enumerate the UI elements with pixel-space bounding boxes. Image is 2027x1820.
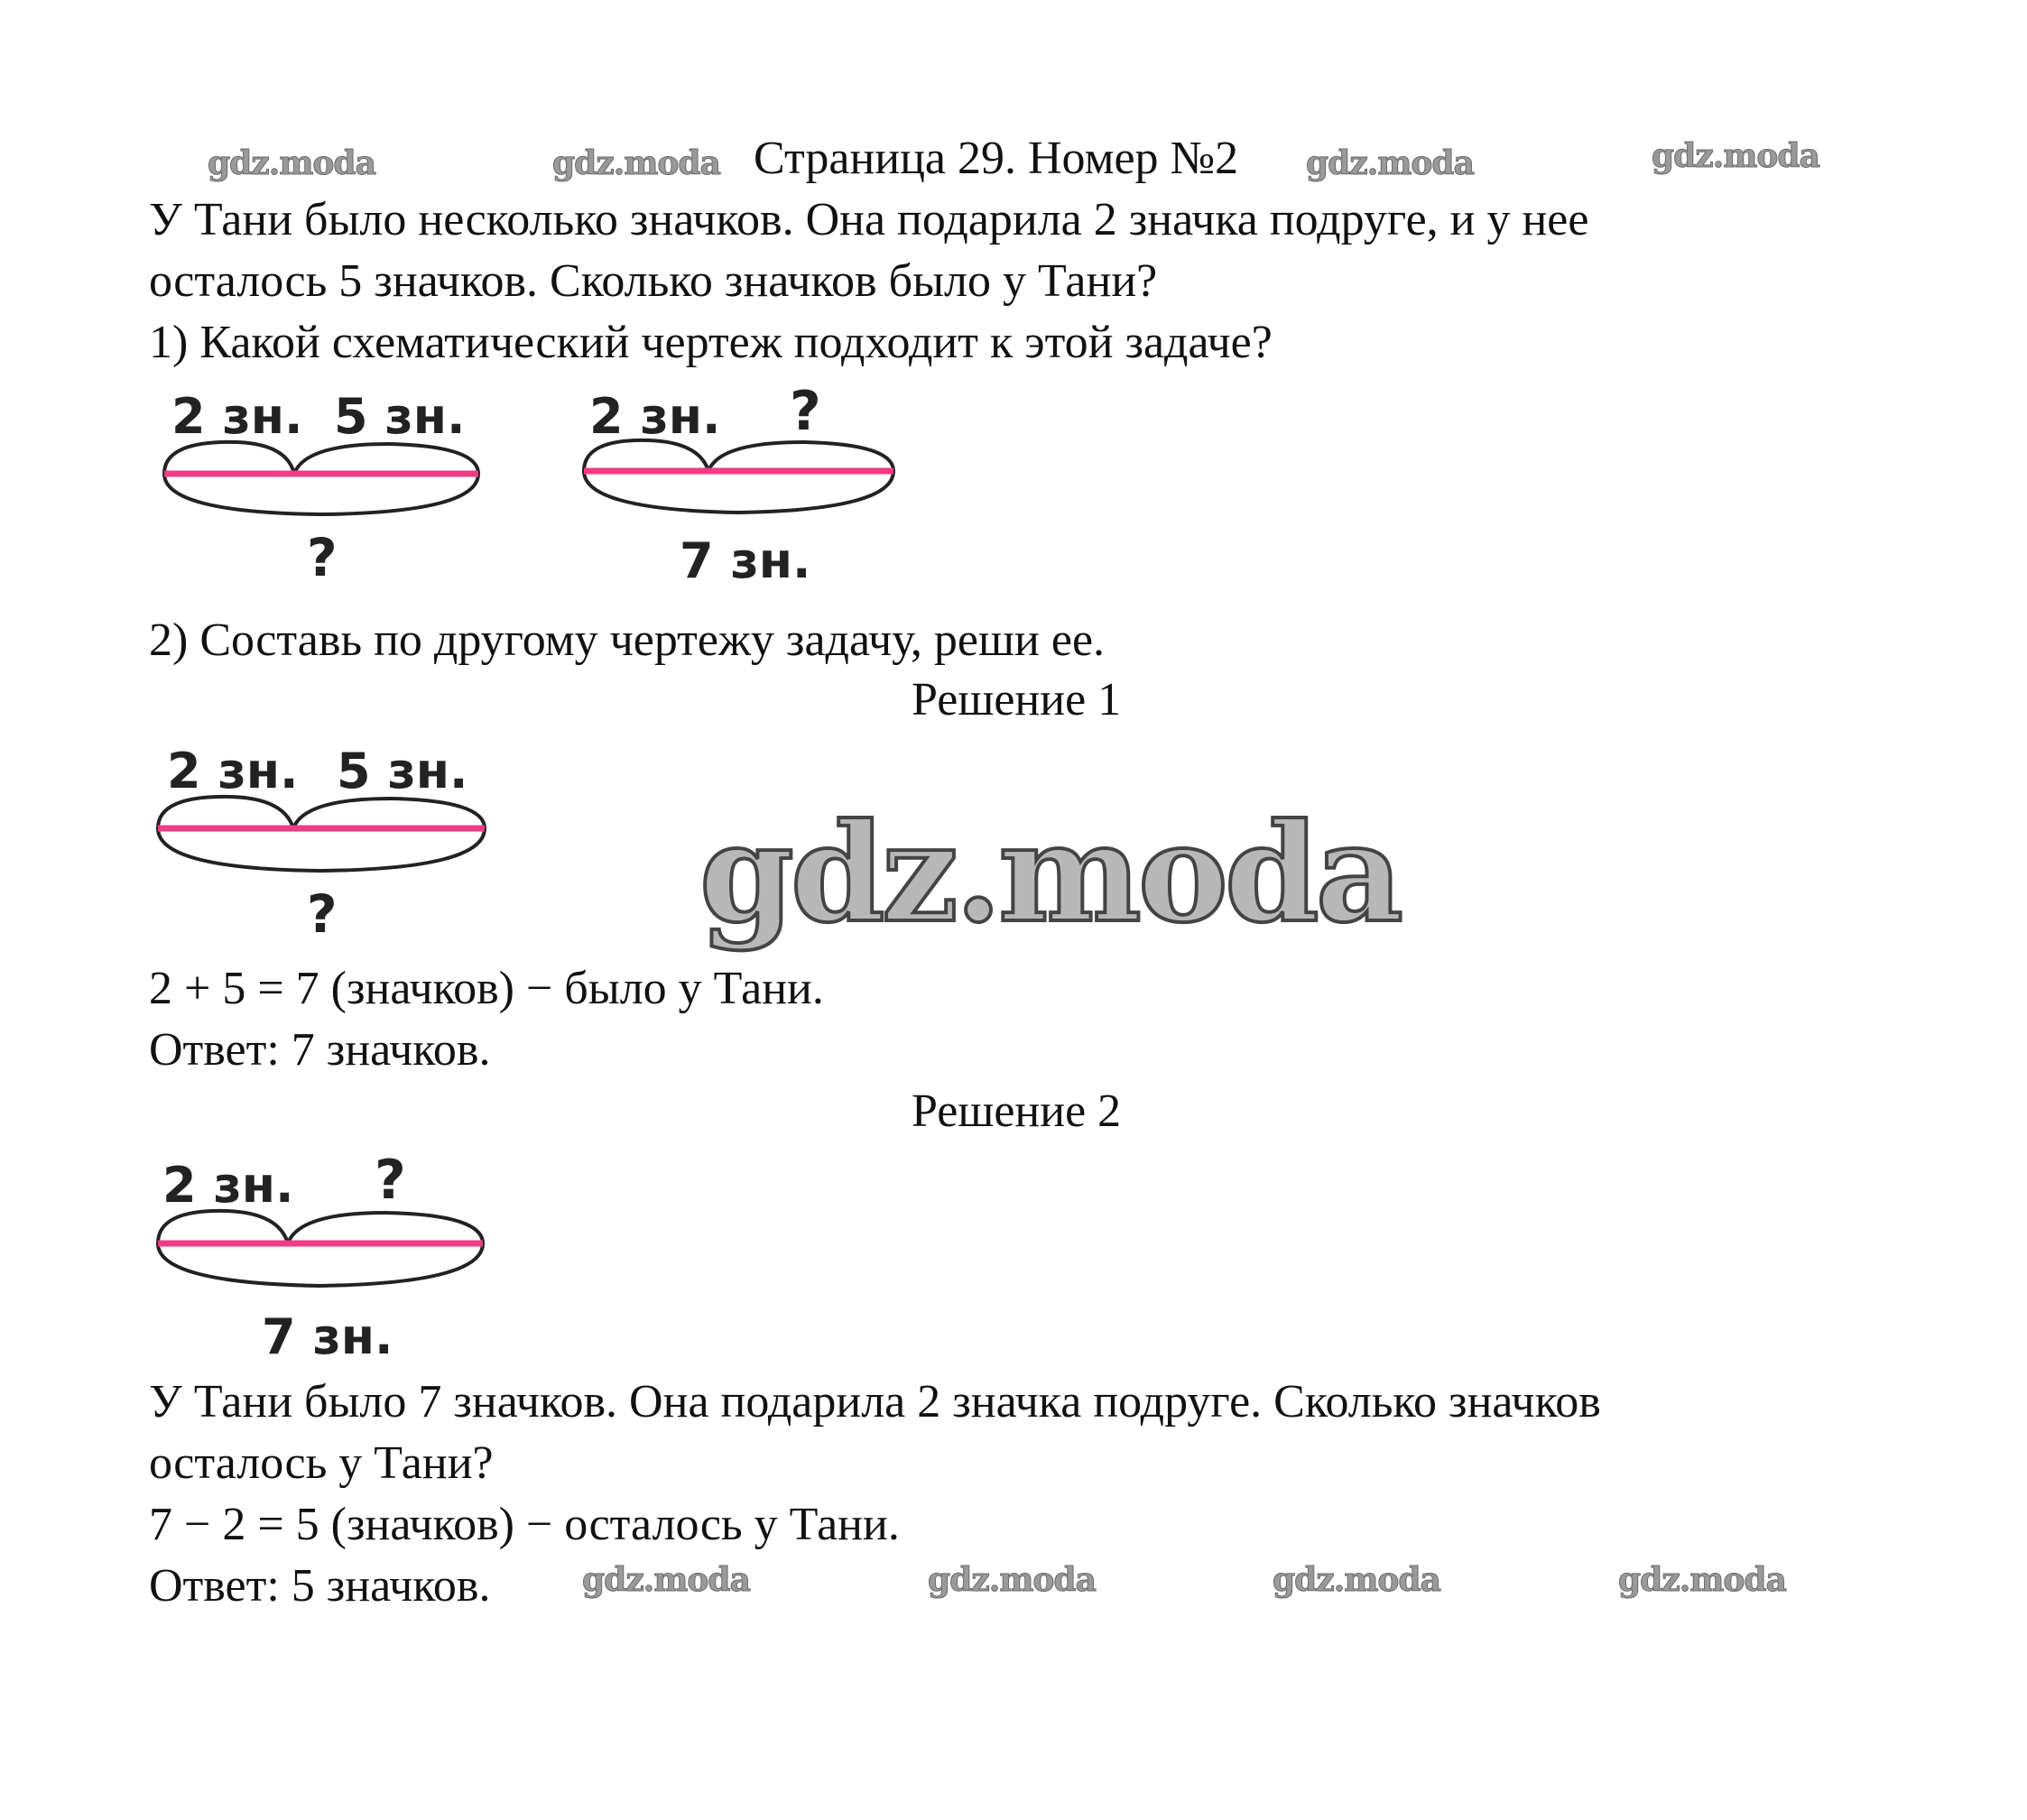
diagram-right-label: 5 зн. xyxy=(334,388,466,445)
solution-1-answer: Ответ: 7 значков. xyxy=(149,1024,491,1076)
watermark: gdz.moda xyxy=(1618,1561,1786,1599)
solution-2-equation: 7 − 2 = 5 (значков) − осталось у Тани. xyxy=(149,1499,900,1550)
problem-text-line: осталось 5 значков. Сколько значков было у Тани? xyxy=(149,255,1158,307)
diagram-left-label: 2 зн. xyxy=(167,743,299,799)
diagram-left-label: 2 зн. xyxy=(162,1157,294,1214)
diagram-left-label: 2 зн. xyxy=(589,388,721,445)
watermark: gdz.moda xyxy=(1273,1561,1440,1599)
watermark: gdz.moda xyxy=(552,144,720,182)
problem-text-line: У Тани было несколько значков. Она подарила 2 значка подруге, и у нее xyxy=(149,194,1589,245)
diagram-right-label: ? xyxy=(790,380,821,443)
solution-1-heading: Решение 1 xyxy=(912,674,1122,725)
solution-1-equation: 2 + 5 = 7 (значков) − было у Тани. xyxy=(149,963,824,1014)
watermark: gdz.moda xyxy=(208,144,375,182)
watermark: gdz.moda xyxy=(1652,137,1819,175)
solution-2-task-line: У Тани было 7 значков. Она подарила 2 значка подруге. Сколько значков xyxy=(149,1376,1601,1427)
watermark: gdz.moda xyxy=(928,1561,1096,1599)
diagram-bottom-label: ? xyxy=(307,527,338,588)
question-2: 2) Составь по другому чертежу задачу, реши ее. xyxy=(149,614,1106,666)
segment-diagram-a xyxy=(153,379,496,605)
diagram-left-label: 2 зн. xyxy=(171,388,303,445)
segment-diagram-solution-1 xyxy=(149,735,501,961)
watermark: gdz.moda xyxy=(1306,144,1474,182)
watermark: gdz.moda xyxy=(582,1561,750,1599)
diagram-right-label: ? xyxy=(375,1149,406,1212)
watermark-large: gdz.moda xyxy=(699,794,1401,953)
diagram-bottom-label: 7 зн. xyxy=(680,532,811,589)
diagram-bottom-label: ? xyxy=(307,883,338,945)
solution-2-answer: Ответ: 5 значков. xyxy=(149,1560,491,1612)
segment-diagram-b xyxy=(573,379,916,605)
question-1: 1) Какой схематический чертеж подходит к этой задаче? xyxy=(149,317,1273,368)
diagram-right-label: 5 зн. xyxy=(337,743,468,799)
diagram-bottom-label: 7 зн. xyxy=(262,1308,393,1365)
page-title: Страница 29. Номер №2 xyxy=(754,133,1239,184)
segment-diagram-solution-2 xyxy=(149,1146,501,1372)
solution-2-task-line: осталось у Тани? xyxy=(149,1437,494,1489)
solution-2-heading: Решение 2 xyxy=(912,1086,1122,1137)
